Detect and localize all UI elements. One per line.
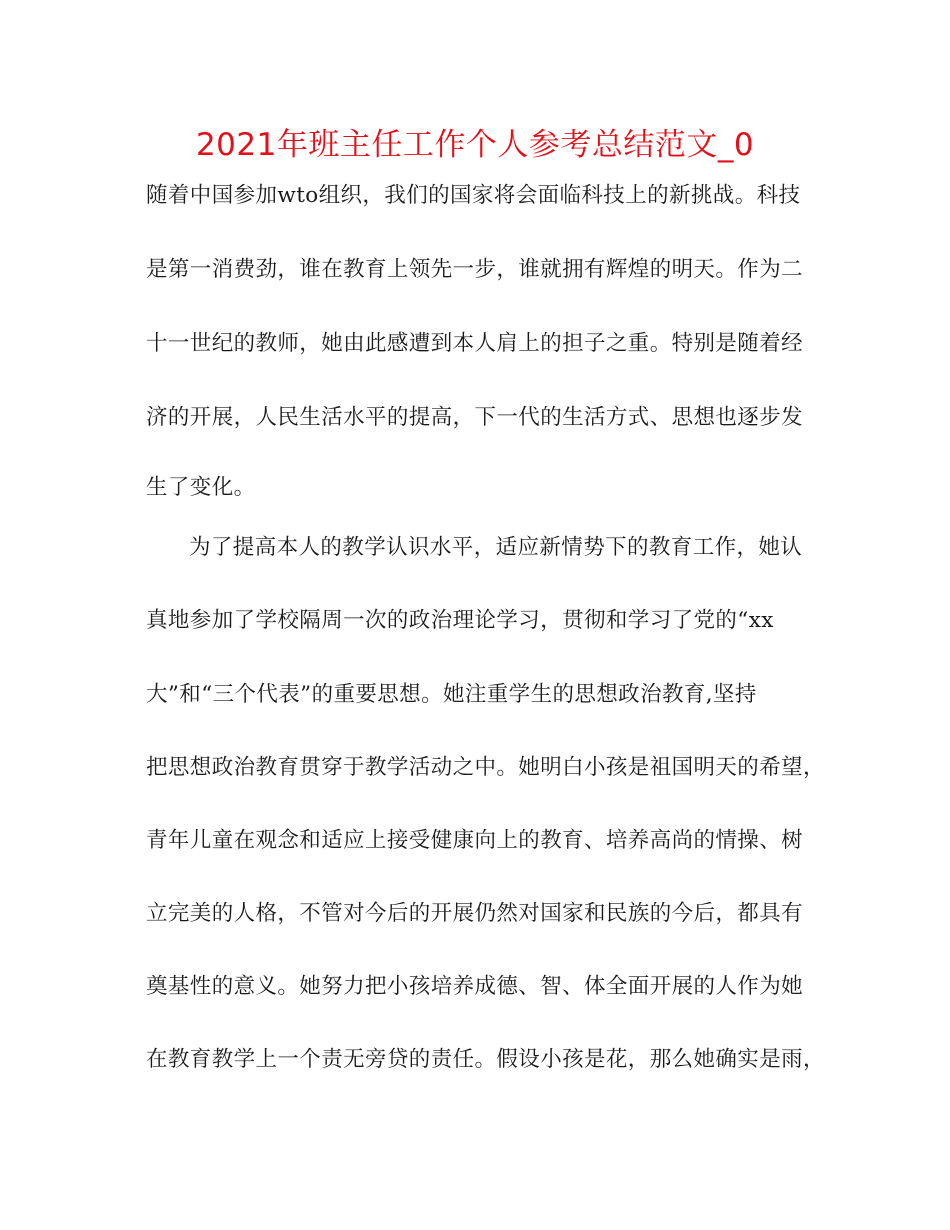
paragraph-line: 随着中国参加wto组织，我们的国家将会面临科技上的新挑战。科技	[146, 183, 801, 208]
paragraph-line: 大”和“三个代表”的重要思想。她注重学生的思想政治教育,坚持	[146, 682, 757, 707]
paragraph-line: 十一世纪的教师，她由此感遭到本人肩上的担子之重。特别是随着经	[146, 331, 804, 356]
paragraph-line: 把思想政治教育贯穿于教学活动之中。她明白小孩是祖国明天的希望，	[146, 755, 825, 780]
paragraph-line: 奠基性的意义。她努力把小孩培养成德、智、体全面开展的人作为她	[146, 974, 804, 999]
paragraph-line: 济的开展，人民生活水平的提高，下一代的生活方式、思想也逐步发	[146, 405, 804, 430]
document-title: 2021年班主任工作个人参考总结范文_0	[195, 127, 755, 163]
paragraph-line: 在教育教学上一个责无旁贷的责任。假设小孩是花，那么她确实是雨，	[146, 1047, 825, 1072]
paragraph-line: 立完美的人格，不管对今后的开展仍然对国家和民族的今后，都具有	[146, 901, 804, 926]
paragraph-line: 是第一消费劲，谁在教育上领先一步，谁就拥有辉煌的明天。作为二	[146, 257, 804, 282]
paragraph-line: 生了变化。	[146, 475, 256, 500]
paragraph-line: 真地参加了学校隔周一次的政治理论学习，贯彻和学习了党的“xx	[146, 608, 774, 633]
paragraph-line: 青年儿童在观念和适应上接受健康向上的教育、培养高尚的情操、树	[146, 828, 804, 853]
paragraph-line: 为了提高本人的教学认识水平，适应新情势下的教育工作，她认	[189, 535, 803, 560]
